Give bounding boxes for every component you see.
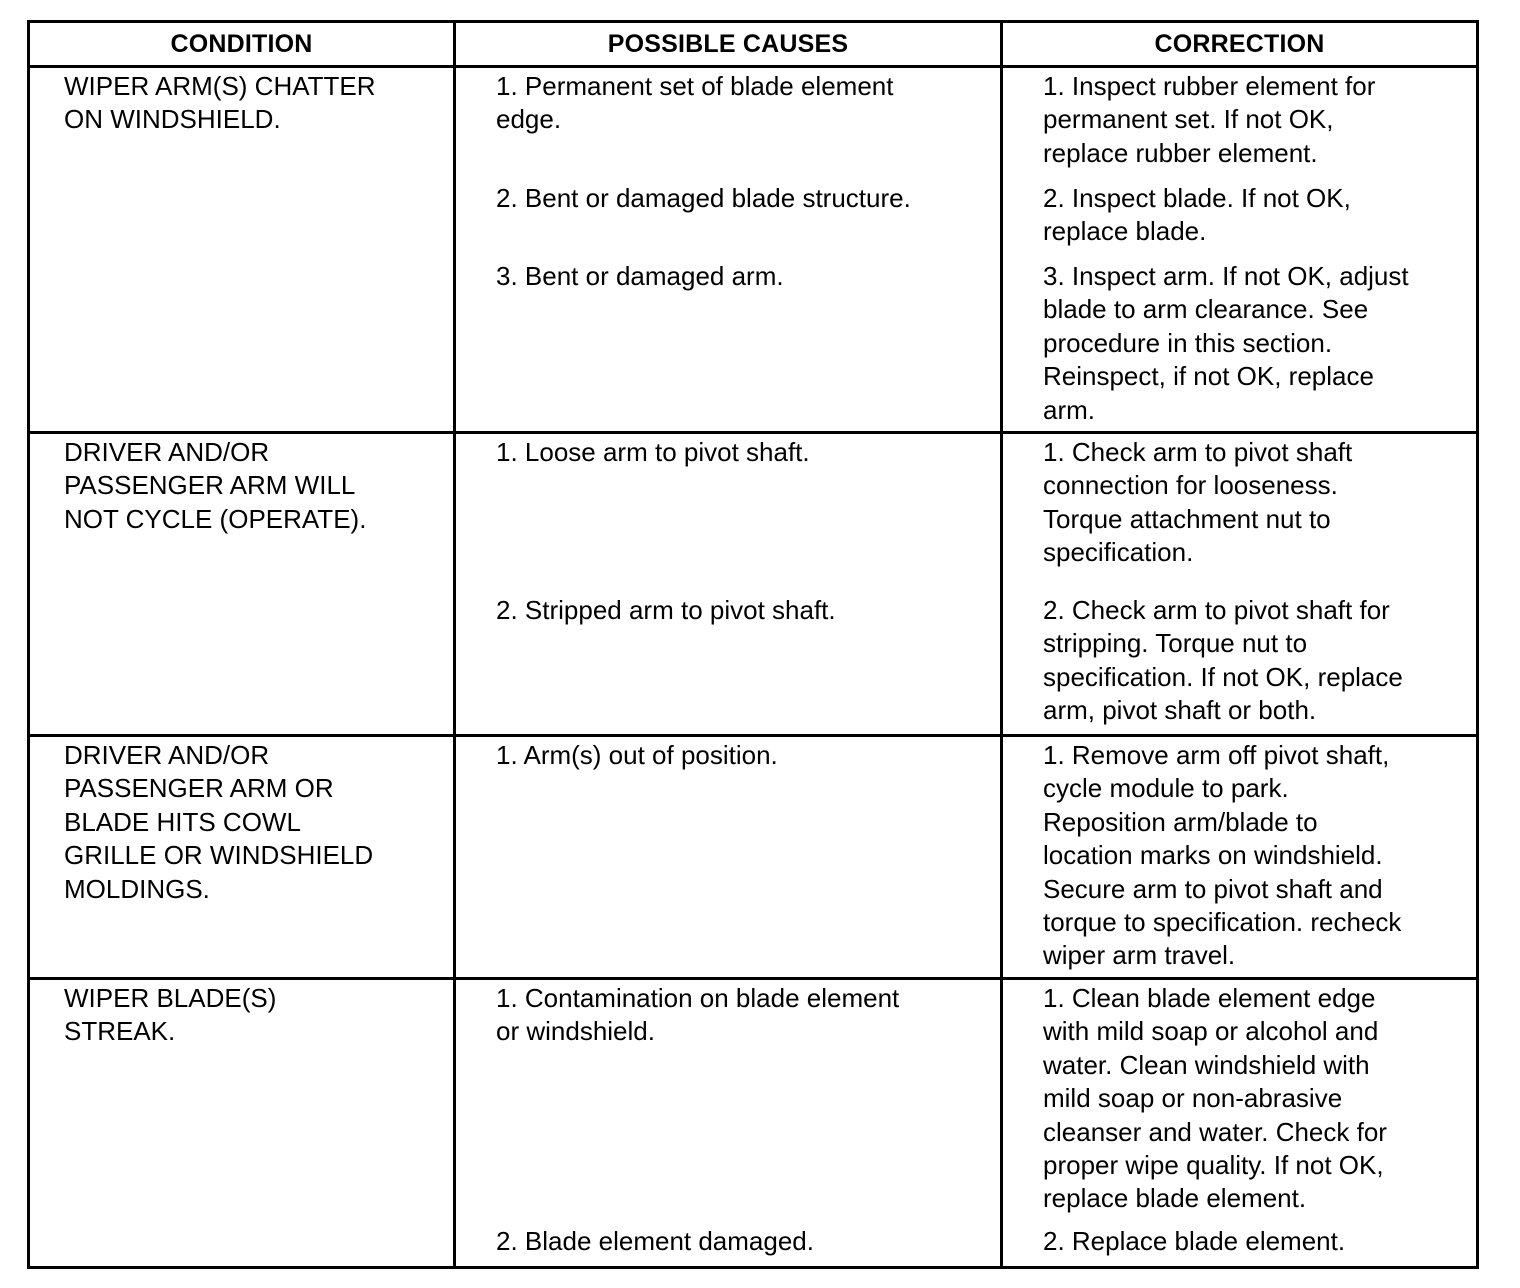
correction-cell (1002, 433, 1478, 736)
condition-cell (29, 979, 455, 1268)
correction-item: 1. Clean blade element edge with mild soap or alcohol and water. Clean windshield with mild soap or non-abrasive cleanser and water. Check for proper wipe quality. If not OK, replace blade element. (1043, 983, 1387, 1214)
table-row (29, 736, 1478, 979)
condition-text: WIPER ARM(S) CHATTER ON WINDSHIELD. (64, 71, 376, 135)
causes-cell (455, 433, 1002, 736)
cause-item: 1. Arm(s) out of position. (496, 740, 778, 770)
cause-item: 2. Bent or damaged blade structure. (496, 183, 911, 213)
correction-cell (1002, 736, 1478, 979)
cause-item: 2. Blade element damaged. (496, 1226, 814, 1256)
correction-item: 2. Replace blade element. (1043, 1226, 1346, 1256)
correction-item: 1. Remove arm off pivot shaft, cycle module to park. Reposition arm/blade to location marks on windshield. Secure arm to pivot shaft and torque to specification. recheck wiper arm travel. (1043, 740, 1402, 971)
cause-item: 1. Loose arm to pivot shaft. (496, 437, 810, 467)
header-correction: CORRECTION (1002, 22, 1478, 67)
header-condition: CONDITION (29, 22, 455, 67)
diagnosis-table (27, 20, 1479, 1269)
cause-item: 1. Contamination on blade element or windshield. (496, 983, 900, 1047)
table-row (29, 979, 1478, 1268)
correction-item: 3. Inspect arm. If not OK, adjust blade to arm clearance. See procedure in this section. Reinspect, if not OK, replace arm. (1043, 261, 1409, 425)
header-possible-causes: POSSIBLE CAUSES (455, 22, 1002, 67)
header-row (29, 22, 1478, 67)
correction-cell (1002, 67, 1478, 433)
condition-cell (29, 736, 455, 979)
causes-cell (455, 979, 1002, 1268)
causes-cell (455, 67, 1002, 433)
correction-item: 2. Check arm to pivot shaft for stripping. Torque nut to specification. If not OK, replace arm, pivot shaft or both. (1043, 595, 1403, 726)
cause-item: 2. Stripped arm to pivot shaft. (496, 595, 836, 625)
condition-text: WIPER BLADE(S) STREAK. (64, 983, 277, 1047)
correction-item: 1. Check arm to pivot shaft connection for looseness. Torque attachment nut to specification. (1043, 437, 1353, 568)
table-row (29, 433, 1478, 736)
cause-item: 1. Permanent set of blade element edge. (496, 71, 894, 135)
table-row (29, 67, 1478, 433)
cause-item: 3. Bent or damaged arm. (496, 261, 784, 291)
condition-cell (29, 67, 455, 433)
condition-cell (29, 433, 455, 736)
condition-text: DRIVER AND/OR PASSENGER ARM WILL NOT CYCLE (OPERATE). (64, 437, 367, 534)
condition-text: DRIVER AND/OR PASSENGER ARM OR BLADE HITS COWL GRILLE OR WINDSHIELD MOLDINGS. (64, 740, 374, 904)
causes-cell (455, 736, 1002, 979)
correction-cell (1002, 979, 1478, 1268)
correction-item: 2. Inspect blade. If not OK, replace blade. (1043, 183, 1351, 247)
correction-item: 1. Inspect rubber element for permanent set. If not OK, replace rubber element. (1043, 71, 1376, 168)
